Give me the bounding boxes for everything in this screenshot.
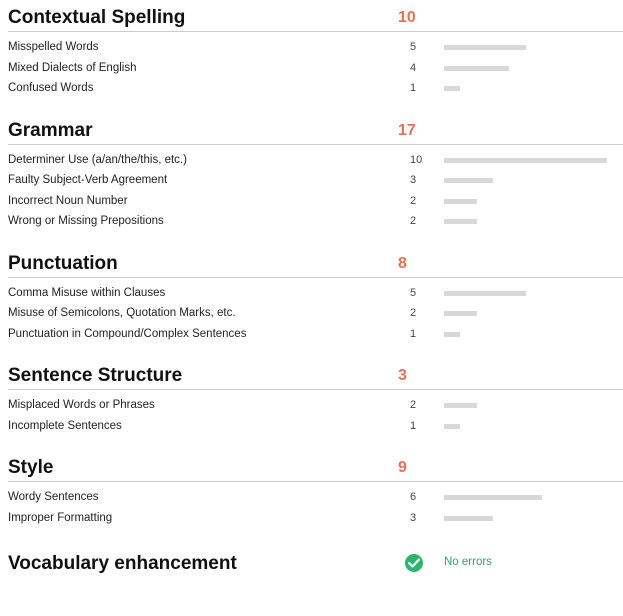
section-header — [8, 6, 623, 32]
issue-list — [8, 482, 623, 531]
check-circle-icon — [405, 554, 423, 572]
issue-row[interactable] — [8, 286, 623, 307]
issue-row[interactable] — [8, 398, 623, 419]
issue-label: Wrong or Missing Prepositions — [8, 215, 164, 227]
issue-label: Determiner Use (a/an/the/this, etc.) — [8, 153, 187, 166]
issue-row[interactable] — [8, 214, 623, 235]
issue-label: Comma Misuse within Clauses — [8, 286, 166, 299]
issue-bar — [444, 45, 526, 50]
issue-count: 2 — [410, 194, 417, 207]
issue-bar-track — [444, 291, 607, 296]
issue-count: 3 — [410, 174, 417, 186]
issue-count: 5 — [410, 41, 417, 53]
issue-row[interactable] — [8, 81, 623, 102]
category-sections — [8, 6, 623, 531]
issue-row[interactable] — [8, 153, 623, 174]
section-title: Contextual Spelling — [8, 7, 186, 28]
issue-bar — [444, 178, 493, 183]
issue-bar — [444, 403, 477, 408]
section-title: Grammar — [8, 119, 93, 141]
issue-bar-track — [444, 403, 607, 408]
issue-bar — [444, 219, 477, 224]
section-contextual-spelling — [8, 6, 623, 102]
issue-bar-track — [444, 424, 607, 429]
section-vocabulary-enhancement — [8, 548, 623, 578]
issue-count: 1 — [410, 419, 417, 432]
section-grammar — [8, 119, 623, 235]
issue-count: 1 — [410, 82, 417, 94]
error-report — [8, 6, 623, 578]
issue-label: Incomplete Sentences — [8, 419, 122, 432]
issue-bar — [444, 332, 460, 337]
section-error-count: 3 — [398, 367, 407, 384]
issue-count: 5 — [410, 286, 417, 299]
issue-bar-track — [444, 516, 607, 521]
issue-row[interactable] — [8, 511, 623, 532]
issue-label: Misplaced Words or Phrases — [8, 399, 155, 411]
issue-row[interactable] — [8, 173, 623, 194]
issue-label: Faulty Subject-Verb Agreement — [8, 174, 168, 186]
section-header — [8, 456, 623, 482]
issue-bar — [444, 158, 607, 163]
issue-list — [8, 145, 623, 235]
issue-list — [8, 278, 623, 348]
issue-bar-track — [444, 178, 607, 183]
issue-bar-track — [444, 199, 607, 204]
issue-bar-track — [444, 158, 607, 163]
issue-list — [8, 390, 623, 439]
issue-count: 4 — [410, 61, 417, 74]
section-error-count: 8 — [398, 254, 407, 272]
issue-bar — [444, 66, 509, 71]
issue-count: 1 — [410, 327, 417, 340]
issue-bar-track — [444, 86, 607, 91]
issue-label: Punctuation in Compound/Complex Sentences — [8, 327, 247, 340]
issue-count: 2 — [410, 307, 417, 319]
issue-label: Incorrect Noun Number — [8, 194, 128, 207]
issue-bar — [444, 199, 477, 204]
issue-bar-track — [444, 66, 607, 71]
issue-row[interactable] — [8, 194, 623, 215]
issue-bar — [444, 86, 460, 91]
issue-row[interactable] — [8, 306, 623, 327]
issue-bar — [444, 516, 493, 521]
section-header — [8, 364, 623, 390]
issue-bar-track — [444, 311, 607, 316]
issue-label: Misuse of Semicolons, Quotation Marks, etc. — [8, 307, 236, 319]
issue-bar — [444, 424, 460, 429]
issue-count: 6 — [410, 491, 417, 503]
issue-count: 10 — [410, 153, 423, 166]
section-sentence-structure — [8, 364, 623, 439]
issue-row[interactable] — [8, 327, 623, 348]
section-title: Sentence Structure — [8, 365, 183, 386]
issue-bar — [444, 311, 477, 316]
issue-label: Mixed Dialects of English — [8, 61, 137, 74]
section-error-count: 17 — [398, 121, 416, 139]
issue-row[interactable] — [8, 490, 623, 511]
section-title: Punctuation — [8, 252, 118, 274]
issue-list — [8, 32, 623, 102]
issue-label: Confused Words — [8, 82, 94, 94]
section-title: Style — [8, 457, 54, 478]
section-header — [8, 119, 623, 145]
issue-row[interactable] — [8, 419, 623, 440]
issue-label: Misspelled Words — [8, 41, 99, 53]
section-error-count: 10 — [398, 9, 416, 26]
section-punctuation — [8, 252, 623, 348]
issue-bar-track — [444, 495, 607, 500]
section-style — [8, 456, 623, 531]
issue-count: 3 — [410, 511, 417, 524]
issue-bar-track — [444, 219, 607, 224]
issue-bar-track — [444, 332, 607, 337]
section-header — [8, 252, 623, 278]
issue-label: Improper Formatting — [8, 511, 113, 524]
issue-row[interactable] — [8, 61, 623, 82]
issue-label: Wordy Sentences — [8, 491, 99, 503]
issue-count: 2 — [410, 215, 417, 227]
section-error-count: 9 — [398, 459, 407, 476]
issue-bar — [444, 495, 542, 500]
issue-count: 2 — [410, 399, 417, 411]
issue-row[interactable] — [8, 40, 623, 61]
issue-bar — [444, 291, 526, 296]
issue-bar-track — [444, 45, 607, 50]
section-title: Vocabulary enhancement — [8, 553, 237, 574]
no-errors-status: No errors — [444, 556, 492, 568]
